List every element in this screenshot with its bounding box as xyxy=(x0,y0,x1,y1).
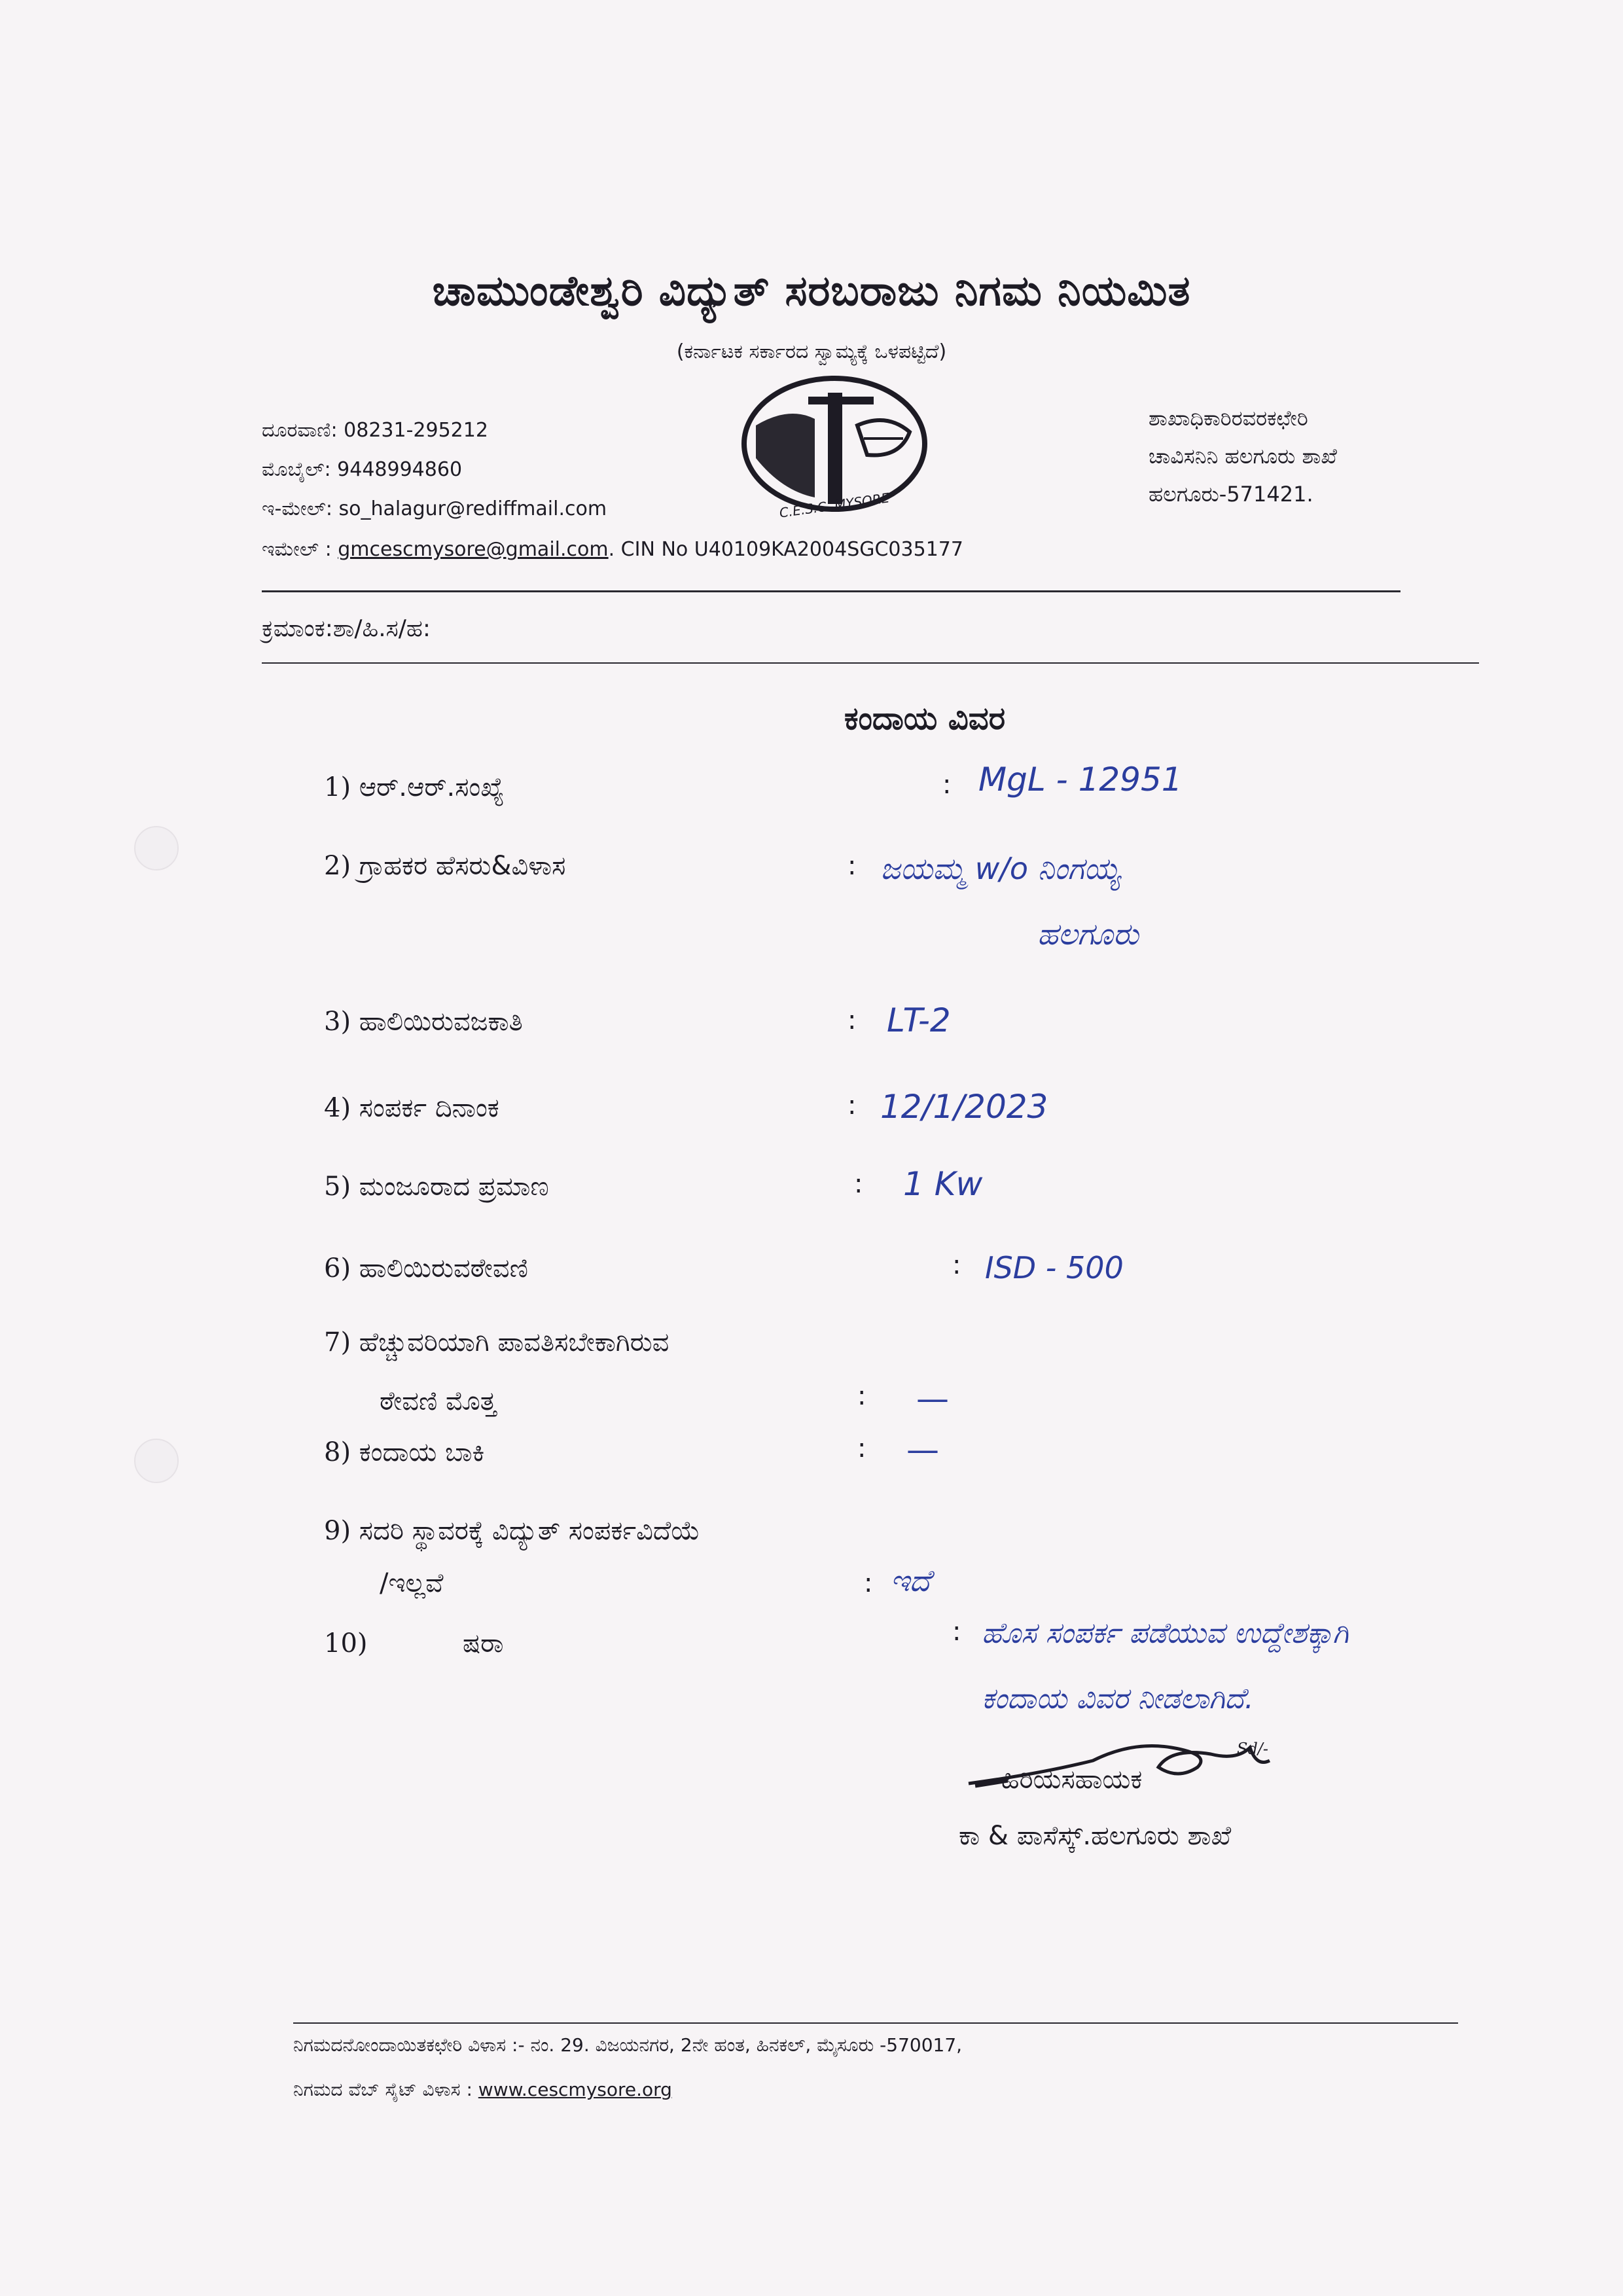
item-3-value: LT-2 xyxy=(887,1001,951,1039)
email1-label: ಇ-ಮೇಲ್: xyxy=(262,497,332,520)
item-1-number: 1) xyxy=(324,772,351,802)
item-7-colon: : xyxy=(857,1381,866,1411)
item-10-label xyxy=(324,1628,503,1659)
item-2-value: ಜಯಮ್ಮ w/o ನಿಂಗಯ್ಯ xyxy=(880,851,1121,886)
item-4-colon: : xyxy=(847,1090,857,1121)
item-10-number: 10) xyxy=(324,1628,368,1659)
cin-number: . CIN No U40109KA2004SGC035177 xyxy=(608,538,963,561)
item-8-value: — xyxy=(906,1431,939,1469)
mobile-label: ಮೊಬೈಲ್: xyxy=(262,458,331,481)
email-line-2 xyxy=(262,538,963,561)
office-line-3: ಹಲಗೂರು-571421. xyxy=(1149,482,1313,507)
item-5-colon: : xyxy=(854,1169,863,1199)
item-1-value: MgL - 12951 xyxy=(978,761,1183,798)
item-7-number: 7) xyxy=(324,1327,351,1357)
item-6-text: ಹಾಲಿಯಿರುವಠೇವಣಿ xyxy=(359,1253,528,1283)
email2-label: ಇಮೇಲ್ : xyxy=(262,538,332,561)
item-6-colon: : xyxy=(952,1250,961,1280)
item-10-value-line2: ಕಂದಾಯ ವಿವರ ನೀಡಲಾಗಿದೆ. xyxy=(982,1682,1254,1715)
section-title: ಕಂದಾಯ ವಿವರ xyxy=(844,700,1006,737)
mobile-line xyxy=(262,458,462,481)
item-7-label-line2: ಠೇವಣಿ ಮೊತ್ತ xyxy=(380,1386,497,1416)
item-2-text: ಗ್ರಾಹಕರ ಹೆಸರು&ವಿಳಾಸ xyxy=(359,851,566,881)
item-9-value: ಇದೆ xyxy=(890,1563,931,1598)
mobile-number: 9448994860 xyxy=(337,458,463,481)
footer-divider xyxy=(293,2022,1458,2024)
office-line-2: ಚಾವಿಸನಿನಿ ಹಲಗೂರು ಶಾಖೆ xyxy=(1149,444,1337,469)
item-10-value: ಹೊಸ ಸಂಪರ್ಕ ಪಡೆಯುವ ಉದ್ದೇಶಕ್ಕಾಗಿ xyxy=(982,1617,1349,1650)
item-6-label xyxy=(324,1253,528,1283)
item-10-text: ಷರಾ xyxy=(462,1628,504,1659)
signature-scribble: Sd/- xyxy=(1237,1740,1268,1758)
office-line-1: ಶಾಖಾಧಿಕಾರಿರವರಕಛೇರಿ xyxy=(1149,406,1308,431)
item-9-number: 9) xyxy=(324,1516,351,1546)
item-4-number: 4) xyxy=(324,1093,351,1123)
logo-caption: C.E.S.C. MYSORE xyxy=(778,490,891,521)
signature-office: ಕಾ & ಪಾಸೆಸ್ಕ್.ಹಲಗೂರು ಶಾಖೆ xyxy=(959,1821,1232,1851)
email-line-1 xyxy=(262,497,607,520)
item-2-number: 2) xyxy=(324,851,351,881)
item-2-value-line2: ಹಲಗೂರು xyxy=(1037,916,1139,952)
footer-website-label: ನಿಗಮದ ವೆಬ್ ಸೈಟ್ ವಿಳಾಸ : xyxy=(293,2079,473,2100)
item-9-label xyxy=(324,1516,700,1546)
item-3-colon: : xyxy=(847,1005,857,1035)
item-10-colon: : xyxy=(952,1617,961,1647)
item-7-value: — xyxy=(916,1380,949,1418)
item-5-text: ಮಂಜೂರಾದ ಪ್ರಮಾಣ xyxy=(359,1172,549,1202)
item-2-colon: : xyxy=(847,851,857,881)
item-6-value: ISD - 500 xyxy=(985,1250,1124,1285)
footer-address: ನಿಗಮದನೋಂದಾಯಿತಕಛೇರಿ ವಿಳಾಸ :- ನಂ. 29. ವಿಜಯನಗರ, 2ನೇ ಹಂತ, ಹಿನಕಲ್, ಮೈಸೂರು -570017, xyxy=(293,2034,963,2056)
item-8-number: 8) xyxy=(324,1437,351,1467)
item-8-label xyxy=(324,1437,484,1467)
item-1-label xyxy=(324,772,504,802)
footer-website-line xyxy=(293,2079,672,2101)
item-2-label xyxy=(324,851,565,881)
item-8-text: ಕಂದಾಯ ಬಾಕಿ xyxy=(359,1437,485,1467)
item-7-label xyxy=(324,1327,669,1357)
cesc-logo xyxy=(736,367,933,524)
phone-number: 08231-295212 xyxy=(344,419,488,442)
item-9-text: ಸದರಿ ಸ್ಥಾವರಕ್ಕೆ ವಿದ್ಯುತ್ ಸಂಪರ್ಕವಿದೆಯೆ xyxy=(359,1516,700,1546)
item-1-colon: : xyxy=(942,770,952,800)
item-9-colon: : xyxy=(864,1568,873,1598)
item-3-number: 3) xyxy=(324,1007,351,1037)
email1-address: so_halagur@rediffmail.com xyxy=(338,497,607,520)
item-4-text: ಸಂಪರ್ಕ ದಿನಾಂಕ xyxy=(359,1093,499,1123)
org-name: ಚಾಮುಂಡೇಶ್ವರಿ ವಿದ್ಯುತ್ ಸರಬರಾಜು ನಿಗಮ ನಿಯಮಿತ xyxy=(432,267,1191,315)
phone-label: ದೂರವಾಣಿ: xyxy=(262,419,338,442)
item-3-text: ಹಾಲಿಯಿರುವಜಕಾತಿ xyxy=(359,1007,523,1037)
footer-website-link[interactable]: www.cescmysore.org xyxy=(478,2079,672,2100)
signature-designation: ಹಿರಿಯಸಹಾಯಕ xyxy=(1001,1765,1143,1795)
header-divider xyxy=(262,590,1400,592)
item-6-number: 6) xyxy=(324,1253,351,1283)
item-8-colon: : xyxy=(857,1433,866,1463)
punch-hole-top xyxy=(134,826,179,870)
org-subtitle: (ಕರ್ನಾಟಕ ಸರ್ಕಾರದ ಸ್ವಾಮ್ಯಕ್ಕೆ ಒಳಪಟ್ಟಿದೆ) xyxy=(676,340,947,363)
item-5-label xyxy=(324,1172,549,1202)
item-7-text: ಹೆಚ್ಚುವರಿಯಾಗಿ ಪಾವತಿಸಬೇಕಾಗಿರುವ xyxy=(359,1327,669,1357)
phone-line xyxy=(262,419,488,442)
item-4-label xyxy=(324,1093,499,1123)
item-1-text: ಆರ್.ಆರ್.ಸಂಖ್ಯೆ xyxy=(359,772,505,802)
item-4-value: 12/1/2023 xyxy=(880,1088,1048,1126)
email2-link[interactable]: gmcescmysore@gmail.com xyxy=(338,538,609,561)
ref-divider xyxy=(262,662,1479,664)
item-9-label-line2: /ಇಲ್ಲವೆ xyxy=(380,1568,444,1598)
item-3-label xyxy=(324,1007,523,1037)
item-5-value: 1 Kw xyxy=(903,1165,983,1203)
item-5-number: 5) xyxy=(324,1172,351,1202)
punch-hole-bottom xyxy=(134,1439,179,1483)
reference-number: ಕ್ರಮಾಂಕ:ಶಾ/ಹಿ.ಸ/ಹ: xyxy=(262,615,431,642)
